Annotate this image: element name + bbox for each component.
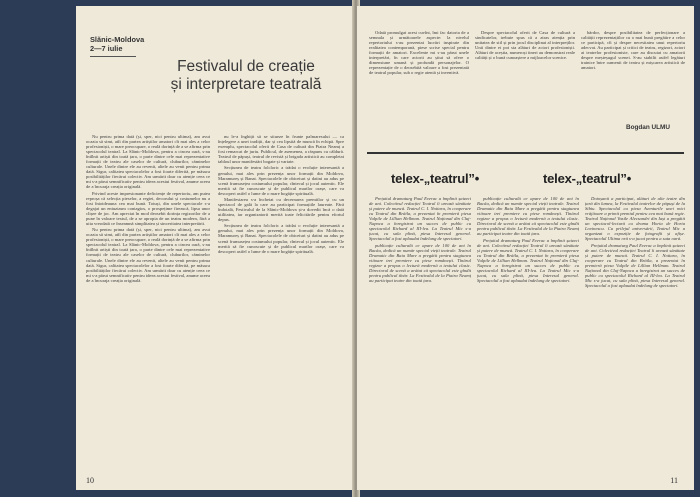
- paragraph: publicație culturală ce apare de 100 de ani în Bacău, dedică un număr special vieții teatrale. Teatrul Dramatic din Baia Mare a pregătit pentru stagiunea viitoare trei premiere cu piese românești. Tînărul regizor a propus o lectură modernă a textului clasic. Directorul de scenă a arătat că spectacolul este gîndit pentru publicul tînăr. La Festivalul de la Piatra Neamț au participat teatre din toată țara.: [369, 242, 471, 283]
- article-kicker: [90, 36, 144, 53]
- paragraph: bărdor, despre posibilitatea de perfecționare a calității reprezentațiilor cu o mai bună pregătire a celor ce participă, cît și despre necesitatea unui repertoriu adecvat. Au participat și critici de teatru, regizori, actori ai teatrelor profesioniste, care au discutat cu amatorii despre meșteșugul scenei. S-au stabilit astfel legături trainice între oamenii de teatru și mișcarea artistică de amatori.: [581, 30, 685, 71]
- kicker-date: 2—7 iulie: [90, 43, 123, 53]
- article-author: Bogdan ULMU: [625, 124, 670, 131]
- paragraph: Nu pentru prima dată (și, sper, nici pentru ultima), am avut ocazia să simt, atît din partea artiștilor amatori cît mai ales a celor profesioniști, o mare preocupare, o reală dorință de a se afirma prin spectacolul teatral. La Slănic-Moldova, pentru a cincea oară, s-au întîlnit artiști din toată țara, o parte dintre cele mai reprezentative formații de teatru ale caselor de cultură, cluburilor, căminelor culturale. Unele dintre ele au revenit, altele au venit pentru prima dată. Sigur, calitatea spectacolelor a fost foarte diferită, pe măsura posibilităților fiecărui colectiv. Am urmărit doar cu atenție ceea ce mi s-a părut semnificativ pentru ideea acestui festival, anume aceea de a încuraja creația originală.: [86, 134, 210, 190]
- right-column-2: [475, 30, 575, 126]
- paragraph: Manifestarea s-a încheiat cu decernarea premiilor și cu un spectacol de gală la care au participat formațiile laureate. Fără îndoială, Festivalul de la Slănic-Moldova și-a dovedit încă o dată utilitatea, iar organizatorii merită toate felicitările pentru efortul depus.: [218, 196, 344, 223]
- paragraph: publicație culturală ce apare de 100 de ani în Bacău, dedică un număr special vieții teatrale. Teatrul Dramatic din Baia Mare a pregătit pentru stagiunea viitoare trei premiere cu piese românești. Tînărul regizor a propus o lectură modernă a textului clasic. Directorul de scenă a arătat că spectacolul este gîndit pentru publicul tînăr. La Festivalul de la Piatra Neamț au participat teatre din toată țara.: [477, 196, 579, 237]
- paragraph: Odată promulgat acest cuvînt, îmi fac datoria de a semnala și următoarele aspecte: la nivelul repertoriului s-au prezentat lucrări inspirate din realitatea contemporană, piese scrise special pentru formații de amatori. Excelente mi s-au părut unele interpretări, în care actorii au știut să ofere o dimensiune umană și profundă personajelor. O reprezentație de o deosebită valoare a fost prezentată de teatrul popular, sub o regie atentă și inventivă.: [369, 30, 469, 76]
- left-column-1: [86, 134, 210, 479]
- paragraph: Secțiunea de teatru folcloric a trădat o evoluție interesantă a genului, mai ales prin prezența unor formații din Moldova, Maramureș și Banat. Spectacolele de obiceiuri și datini au adus pe scenă frumusețea costumului popular, cîntecul și jocul autentic. Ele merită să fie cunoscute și de publicul marilor orașe, care va descoperi astfel o lume de o mare bogăție spirituală.: [218, 165, 344, 196]
- telex-heading-1: telex-„teatrul”•: [391, 171, 480, 186]
- paragraph: Prețuitul dramaturg Paul Everac a împlinit șaizeci de ani. Colectivul redacției Teatrul îi urează sănătate și putere de muncă. Teatrul C. I. Nottara, în cooperare cu Teatrul din Brăila, a prezentat în premieră piesa Vulpile de Lillian Hellman. Teatrul Național din Cluj-Napoca a înregistrat un succes de public cu spectacolul Richard al III-lea. La Teatrul Mic s-a jucat, cu sala plină, piesa Interesul general. Spectacolul a fost aplaudat îndelung de spectatori.: [369, 196, 471, 242]
- right-column-3: [581, 30, 685, 120]
- title-line-1: Festivalul de creație: [177, 58, 315, 75]
- right-column-1: [369, 30, 469, 126]
- article-title: [146, 58, 346, 94]
- paragraph: Secțiunea de teatru folcloric a trădat o evoluție interesantă a genului, mai ales prin prezența unor formații din Moldova, Maramureș și Banat. Spectacolele de obiceiuri și datini au adus pe scenă frumusețea costumului popular, cîntecul și jocul autentic. Ele merită să fie cunoscute și de publicul marilor orașe, care va descoperi astfel o lume de o mare bogăție spirituală.: [218, 223, 344, 254]
- paragraph: Despre spectacolul oferit de Casa de cultură a sindicatelor, trebuie spus că a atras atenția prin unitatea de stil și prin jocul disciplinat al interpreților. Unii dintre ei pot sta alături de actori profesioniști. Alături de aceștia, numeroși tineri au demonstrat reale calități și o bună cunoaștere a mijloacelor scenice.: [475, 30, 575, 61]
- right-page: [357, 6, 694, 490]
- paragraph: Prețuitul dramaturg Paul Everac a împlinit șaizeci de ani. Colectivul redacției Teatrul îi urează sănătate și putere de muncă. Teatrul C. I. Nottara, în cooperare cu Teatrul din Brăila, a prezentat în premieră piesa Vulpile de Lillian Hellman. Teatrul Național din Cluj-Napoca a înregistrat un succes de public cu spectacolul Richard al III-lea. La Teatrul Mic s-a jucat, cu sala plină, piesa Interesul general. Spectacolul a fost aplaudat îndelung de spectatori.: [585, 242, 685, 288]
- page-number-left: 10: [86, 476, 94, 485]
- telex-column-1: [369, 196, 471, 474]
- paragraph: Nu pentru prima dată (și, sper, nici pentru ultima), am avut ocazia să simt, atît din partea artiștilor amatori cît mai ales a celor profesioniști, o mare preocupare, o reală dorință de a se afirma prin spectacolul teatral. La Slănic-Moldova, pentru a cincea oară, s-au întîlnit artiști din toată țara, o parte dintre cele mai reprezentative formații de teatru ale caselor de cultură, cluburilor, căminelor culturale. Unele dintre ele au revenit, altele au venit pentru prima dată. Sigur, calitatea spectacolelor a fost foarte diferită, pe măsura posibilităților fiecărui colectiv. Am urmărit doar cu atenție ceea ce mi s-a părut semnificativ pentru ideea acestui festival, anume aceea de a încuraja creația originală.: [86, 227, 210, 283]
- paragraph: Dotoșanii a participat, alături de alte teatre din țară din lumea, la Festivalul teatrelor de păpuși de la Sibiu. Spectacolul cu piesa Aventurile unei mici vrăjitoare a primit premiul pentru cea mai bună regie. Teatrul Național Vasile Alecsandri din Iași a pregătit un spectacol-lectură cu drama Horia de Horia Lovinescu. Cu prilejul aniversării, Teatrul Mic a organizat o expoziție de fotografii și afișe. Spectacolul Ultima oră s-a jucat pentru a suta oară.: [585, 196, 685, 242]
- section-divider: [367, 152, 684, 154]
- left-column-2: [218, 134, 344, 479]
- kicker-place: Slănic-Moldova: [90, 35, 145, 44]
- telex-heading-2: telex-„teatrul”•: [543, 171, 632, 186]
- left-page: [76, 6, 355, 490]
- telex-column-3: [585, 196, 685, 474]
- page-number-right: 11: [670, 476, 678, 485]
- paragraph: Prețuitul dramaturg Paul Everac a împlinit șaizeci de ani. Colectivul redacției Teatrul îi urează sănătate și putere de muncă. Teatrul C. I. Nottara, în cooperare cu Teatrul din Brăila, a prezentat în premieră piesa Vulpile de Lillian Hellman. Teatrul Național din Cluj-Napoca a înregistrat un succes de public cu spectacolul Richard al III-lea. La Teatrul Mic s-a jucat, cu sala plină, piesa Interesul general. Spectacolul a fost aplaudat îndelung de spectatori.: [477, 237, 579, 283]
- title-line-2: și interpretare teatrală: [170, 76, 322, 93]
- paragraph: nu le-a înghițit să se situeze în frunte palmaresului — ca înțelegere a unei tradiții, dar și cea lipsită de muncă în echipă. Spre exemplu, spectacolul oferit de Casa de cultură din Piatra Neamț a fost remarcat de juriu. Publicul, de asemenea, a răspuns cu căldură. Teatrul de păpuși, teatrul de revistă și brigada artistică au completat tabloul unor manifestări bogate și variate.: [218, 134, 344, 165]
- kicker-rule: [90, 56, 136, 57]
- telex-column-2: [477, 196, 579, 474]
- paragraph: Privind aceste impresionante deficiențe de repertoriu, am putea reproșa că selecția pieselor, a regiei, decorului și costumelor nu a fost întotdeauna cea mai bună. Totuși, din unele spectacole s-a degajat un entuziasm contagios, o prospețime firească, lipsa unor clișee de joc. Am apreciat în mod deosebit dorința regizorilor de a pune în valoare textul, de a se apropia de un teatru modern, fără a uita vreodată ce înseamnă simplitatea și sinceritatea interpretării.: [86, 190, 210, 226]
